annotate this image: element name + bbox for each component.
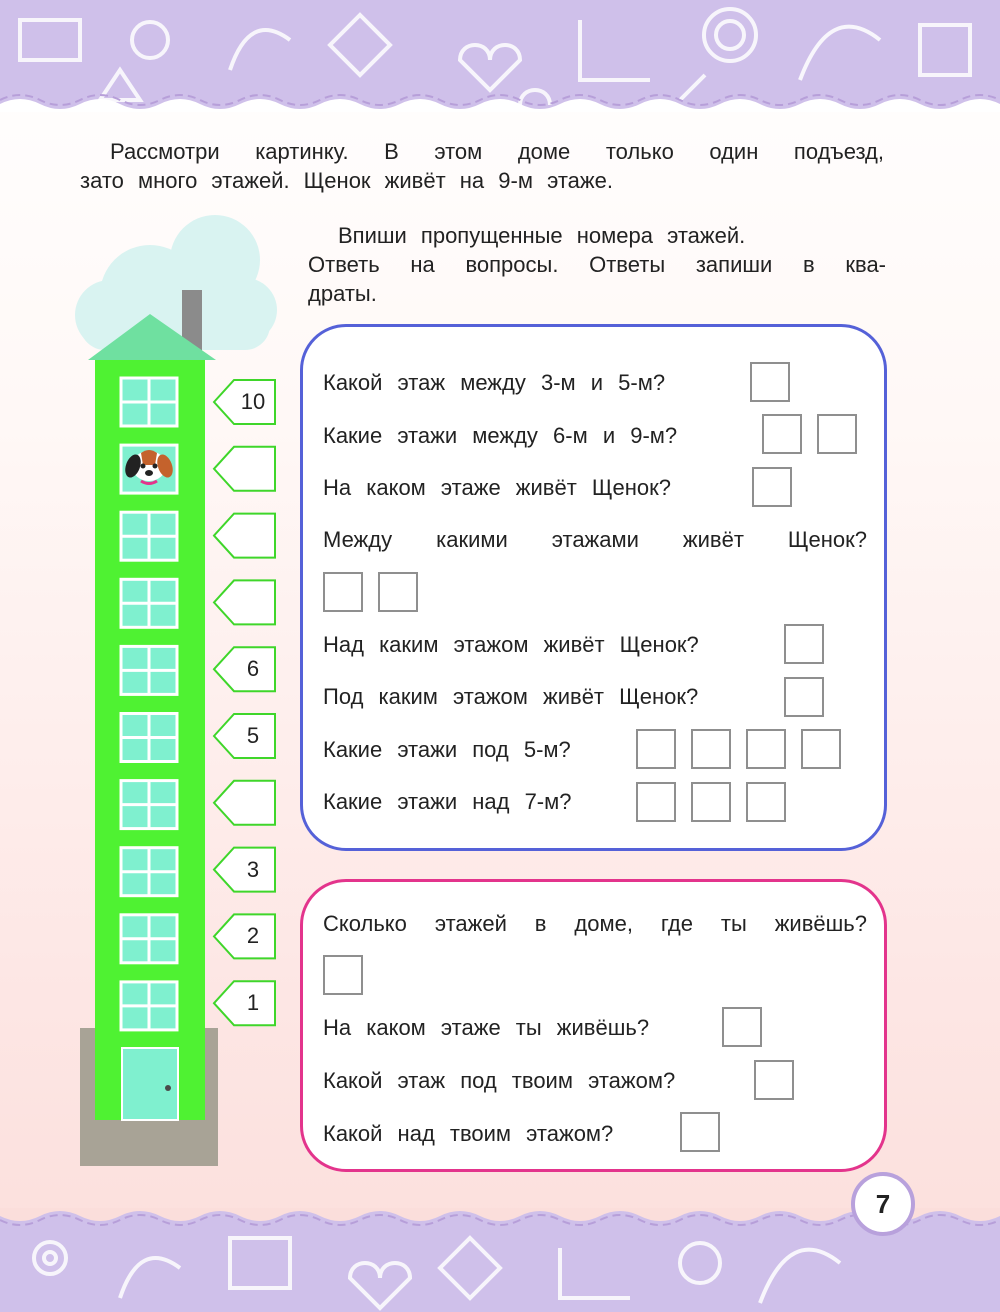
home-questions-panel — [300, 879, 887, 1172]
window — [121, 646, 177, 694]
floor-number-1: 1 — [246, 990, 260, 1016]
answer-box[interactable] — [746, 782, 786, 822]
page-number: 7 — [851, 1172, 915, 1236]
window — [121, 378, 177, 426]
window — [121, 714, 177, 762]
question-home-4: Какой над твоим этажом? — [323, 1121, 614, 1146]
cloud-illustration — [75, 215, 277, 350]
window — [121, 512, 177, 560]
question-1: Какой этаж между 3-м и 5-м? — [323, 370, 666, 395]
floor-number-6: 6 — [246, 656, 260, 682]
house-questions-panel — [300, 324, 887, 851]
band-pattern-bottom — [0, 1208, 1000, 1312]
question-5: Над каким этажом живёт Щенок? — [323, 632, 699, 657]
answer-box[interactable] — [323, 955, 363, 995]
floor-number-3: 3 — [246, 856, 260, 882]
entrance-door — [122, 1048, 178, 1120]
answer-box[interactable] — [801, 729, 841, 769]
task-line-1: Впиши пропущенные номера этажей. — [338, 223, 746, 248]
question-6: Под каким этажом живёт Щенок? — [323, 684, 699, 709]
floor-number-10: 10 — [240, 389, 266, 414]
question-7: Какие этажи под 5-м? — [323, 737, 571, 762]
question-8: Какие этажи над 7-м? — [323, 789, 572, 814]
task-line-3: драты. — [308, 281, 377, 306]
answer-box[interactable] — [722, 1007, 762, 1047]
floor-tag[interactable] — [214, 514, 275, 558]
floor-number-5: 5 — [246, 723, 260, 748]
answer-box[interactable] — [784, 677, 824, 717]
question-3: На каком этаже живёт Щенок? — [323, 475, 672, 500]
intro-line-1: Рассмотри картинку. В этом доме только один подъезд, — [110, 139, 884, 164]
answer-box[interactable] — [636, 729, 676, 769]
answer-box[interactable] — [636, 782, 676, 822]
floor-tag[interactable] — [214, 781, 275, 825]
question-home-1: Сколько этажей в доме, где ты живёшь? — [323, 911, 867, 936]
question-2: Какие этажи между 6-м и 9-м? — [323, 423, 678, 448]
task-line-2: Ответь на вопросы. Ответы запиши в ква- — [308, 252, 886, 277]
answer-box[interactable] — [752, 467, 792, 507]
answer-box[interactable] — [817, 414, 857, 454]
answer-box[interactable] — [680, 1112, 720, 1152]
window — [121, 982, 177, 1030]
floor-tag[interactable] — [214, 447, 275, 491]
answer-box[interactable] — [746, 729, 786, 769]
answer-box[interactable] — [750, 362, 790, 402]
answer-box[interactable] — [691, 782, 731, 822]
question-home-2: На каком этаже ты живёшь? — [323, 1015, 650, 1040]
answer-box[interactable] — [378, 572, 418, 612]
floor-tag[interactable] — [214, 580, 275, 624]
question-home-3: Какой этаж под твоим этажом? — [323, 1068, 676, 1093]
intro-line-2: зато много этажей. Щенок живёт на 9-м этаже. — [80, 168, 613, 193]
question-4: Между какими этажами живёт Щенок? — [323, 527, 867, 552]
window — [121, 781, 177, 829]
window — [121, 848, 177, 896]
answer-box[interactable] — [323, 572, 363, 612]
bottom-decorative-band — [0, 1208, 1000, 1312]
floor-number-2: 2 — [246, 923, 260, 949]
answer-box[interactable] — [784, 624, 824, 664]
task-instructions — [308, 221, 886, 308]
answer-box[interactable] — [754, 1060, 794, 1100]
answer-box[interactable] — [762, 414, 802, 454]
window — [121, 915, 177, 963]
window — [121, 579, 177, 627]
answer-box[interactable] — [691, 729, 731, 769]
